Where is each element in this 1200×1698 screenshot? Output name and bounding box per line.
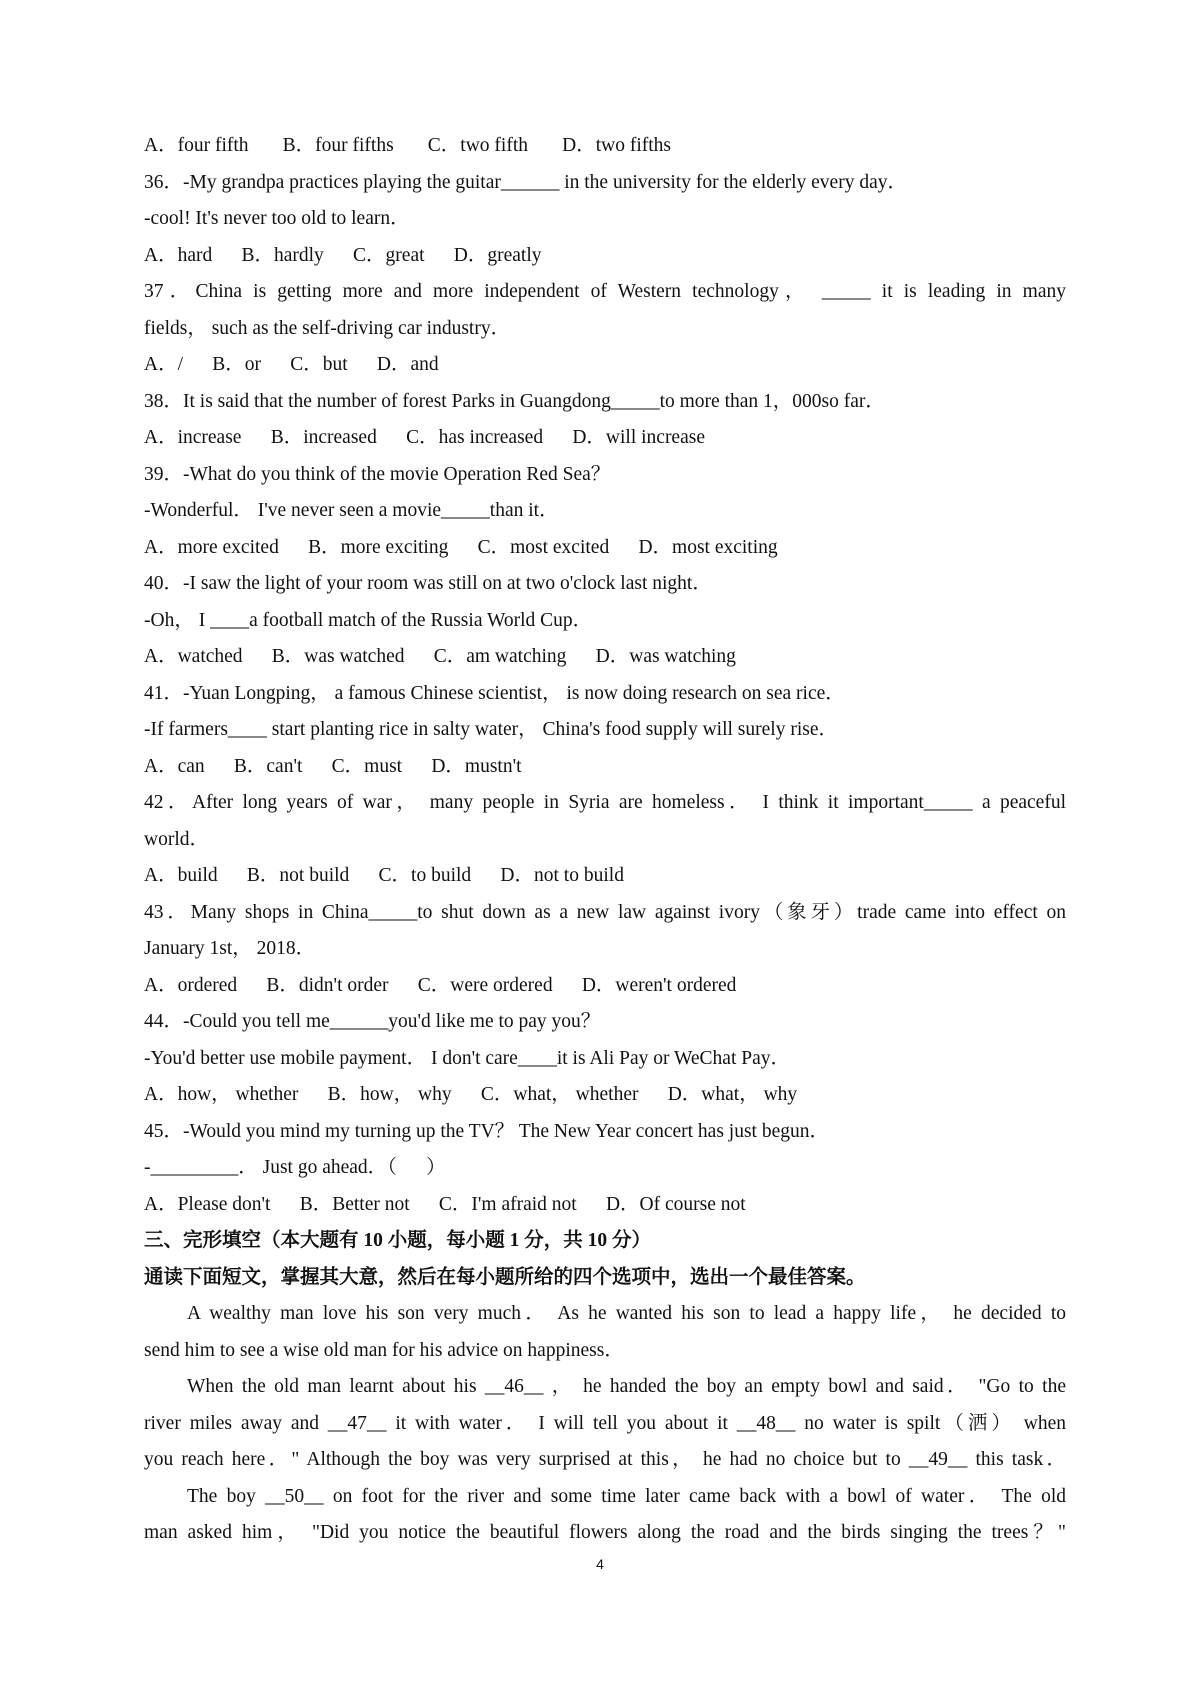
- paragraph-first-line: The boy __50__ on foot for the river and some time later came back with a bowl of water． The old: [187, 1485, 1066, 1507]
- text-line: fields， such as the self-driving car industry．: [144, 317, 511, 339]
- answer-options: A．watched B．was watched C．am watching D．was watching: [144, 646, 736, 667]
- text-line: 40．-I saw the light of your room was still on at two o'clock last night．: [144, 573, 712, 594]
- text-line: 38．It is said that the number of forest Parks in Guangdong_____to more than 1，000so far．: [144, 390, 885, 412]
- text-line: 39．-What do you think of the movie Operation Red Sea？: [144, 463, 611, 485]
- text-line: 45．-Would you mind my turning up the TV？ The New Year concert has just begun．: [144, 1120, 829, 1142]
- text-line: 42．After long years of war， many people in Syria are homeless． I think it important_____ a peaceful: [144, 792, 1066, 813]
- text-line: -_________． Just go ahead．（ ）: [144, 1157, 446, 1178]
- text-line: -Oh， I ____a football match of the Russia World Cup．: [144, 609, 593, 631]
- answer-options: A．four fifth B．four fifths C．two fifth D．two fifths: [144, 135, 671, 156]
- text-line: -cool! It's never too old to learn．: [144, 208, 410, 229]
- section-heading: 三、完形填空（本大题有 10 小题，每小题 1 分，共 10 分）: [144, 1230, 652, 1251]
- answer-options: A．Please don't B．Better not C．I'm afraid not D．Of course not: [144, 1193, 746, 1215]
- text-line: -Wonderful． I've never seen a movie_____than it．: [144, 500, 559, 521]
- page-number: 4: [596, 1556, 604, 1572]
- text-line: 37．China is getting more and more independent of Western technology， _____ it is leading in many: [144, 281, 1066, 302]
- text-line: -You'd better use mobile payment． I don't care____it is Ali Pay or WeChat Pay．: [144, 1047, 790, 1069]
- answer-options: A．can B．can't C．must D．mustn't: [144, 755, 522, 777]
- answer-options: A．how， whether B．how， why C．what， whether D．what， why: [144, 1084, 798, 1105]
- paragraph-first-line: A wealthy man love his son very much． As he wanted his son to lead a happy life， he decided to: [187, 1303, 1066, 1324]
- answer-options: A．hard B．hardly C．great D．greatly: [144, 244, 542, 266]
- text-line: you reach here．" Although the boy was very surprised at this， he had no choice but to __49__ this task．: [144, 1449, 1066, 1470]
- section-heading: 通读下面短文，掌握其大意，然后在每小题所给的四个选项中，选出一个最佳答案。: [144, 1266, 866, 1288]
- answer-options: A．more excited B．more exciting C．most excited D．most exciting: [144, 536, 778, 558]
- paragraph-first-line: When the old man learnt about his __46__ ， he handed the boy an empty bowl and said． "Go to the: [187, 1376, 1066, 1397]
- text-line: 36．-My grandpa practices playing the guitar______ in the university for the elderly every day．: [144, 171, 907, 193]
- answer-options: A．ordered B．didn't order C．were ordered D．weren't ordered: [144, 974, 737, 996]
- text-line: river miles away and __47__ it with water． I will tell you about it __48__ no water is spilt（洒） when: [144, 1412, 1066, 1434]
- text-line: world．: [144, 828, 209, 850]
- text-line: send him to see a wise old man for his advice on happiness．: [144, 1339, 624, 1361]
- text-line: 44．-Could you tell me______you'd like me to pay you？: [144, 1011, 601, 1032]
- text-line: 41．-Yuan Longping， a famous Chinese scientist， is now doing research on sea rice．: [144, 682, 845, 704]
- text-line: man asked him， "Did you notice the beautiful flowers along the road and the birds singing the trees？": [144, 1522, 1066, 1543]
- answer-options: A．increase B．increased C．has increased D．will increase: [144, 427, 705, 448]
- answer-options: A．build B．not build C．to build D．not to build: [144, 865, 624, 886]
- text-line: 43．Many shops in China_____to shut down as a new law against ivory（象牙）trade came into effect on: [144, 901, 1066, 923]
- text-line: January 1st， 2018．: [144, 938, 316, 959]
- text-line: -If farmers____ start planting rice in salty water， China's food supply will surely rise．: [144, 719, 838, 740]
- answer-options: A．/ B．or C．but D．and: [144, 354, 439, 375]
- page-content: [144, 128, 1066, 1552]
